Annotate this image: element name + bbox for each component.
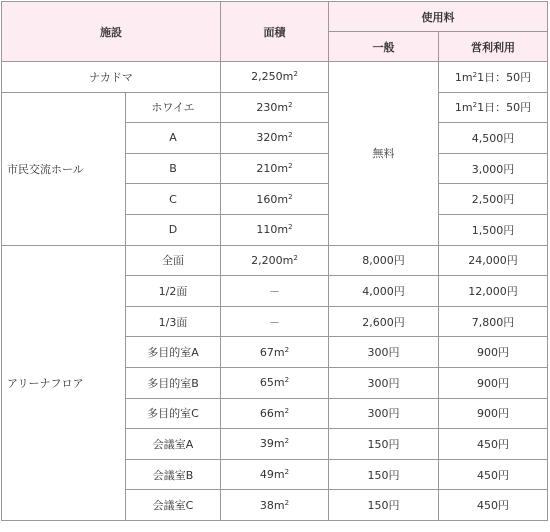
header-commercial: 営利利用 <box>439 32 548 62</box>
subfacility-name: C <box>126 184 221 215</box>
general-cell: 150円 <box>329 490 439 521</box>
table-row <box>2 245 548 276</box>
area-cell: $320m^2$ <box>221 123 329 154</box>
subfacility-name: 会議室A <box>126 429 221 460</box>
commercial-cell: 900円 <box>439 398 548 429</box>
subfacility-name: A <box>126 123 221 154</box>
area-cell: $39m^2$ <box>221 429 329 460</box>
area-cell: $210m^2$ <box>221 153 329 184</box>
area-cell: $38m^2$ <box>221 490 329 521</box>
subfacility-name: 多目的室B <box>126 367 221 398</box>
table-row <box>2 62 548 93</box>
header-facility: 施設 <box>2 2 221 62</box>
commercial-cell: 12,000円 <box>439 276 548 307</box>
subfacility-name: 会議室B <box>126 459 221 490</box>
subfacility-name: 会議室C <box>126 490 221 521</box>
area-cell: $2,250m^2$ <box>221 62 329 93</box>
area-cell: $66m^2$ <box>221 398 329 429</box>
fee-table <box>1 1 548 521</box>
commercial-cell: 24,000円 <box>439 245 548 276</box>
subfacility-name: 多目的室A <box>126 337 221 368</box>
area-cell: $65m^2$ <box>221 367 329 398</box>
general-cell: 300円 <box>329 367 439 398</box>
commercial-cell: 900円 <box>439 337 548 368</box>
general-cell: 150円 <box>329 429 439 460</box>
area-cell: － <box>221 306 329 337</box>
header-fee: 使用料 <box>329 2 548 32</box>
subfacility-name: B <box>126 153 221 184</box>
commercial-cell: $1m^21$日：50円 <box>439 92 548 123</box>
general-cell: 300円 <box>329 398 439 429</box>
table-row <box>2 92 548 123</box>
facility-group-arena: アリーナフロア <box>2 245 126 520</box>
facility-group-hall: 市民交流ホール <box>2 92 126 245</box>
commercial-cell: 450円 <box>439 429 548 460</box>
commercial-cell: 1,500円 <box>439 214 548 245</box>
commercial-cell: 450円 <box>439 490 548 521</box>
general-cell: 150円 <box>329 459 439 490</box>
area-cell: $110m^2$ <box>221 214 329 245</box>
free-cell: 無料 <box>329 62 439 246</box>
subfacility-name: 1/2面 <box>126 276 221 307</box>
general-cell: 2,600円 <box>329 306 439 337</box>
commercial-cell: 4,500円 <box>439 123 548 154</box>
commercial-cell: $1m^21$日：50円 <box>439 62 548 93</box>
general-cell: 300円 <box>329 337 439 368</box>
header-general: 一般 <box>329 32 439 62</box>
commercial-cell: 3,000円 <box>439 153 548 184</box>
general-cell: 8,000円 <box>329 245 439 276</box>
area-cell: $160m^2$ <box>221 184 329 215</box>
area-cell: $230m^2$ <box>221 92 329 123</box>
commercial-cell: 450円 <box>439 459 548 490</box>
commercial-cell: 900円 <box>439 367 548 398</box>
header-area: 面積 <box>221 2 329 62</box>
area-cell: $67m^2$ <box>221 337 329 368</box>
facility-name: ナカドマ <box>2 62 221 93</box>
commercial-cell: 2,500円 <box>439 184 548 215</box>
area-cell: $49m^2$ <box>221 459 329 490</box>
subfacility-name: D <box>126 214 221 245</box>
subfacility-name: 全面 <box>126 245 221 276</box>
area-cell: － <box>221 276 329 307</box>
subfacility-name: 多目的室C <box>126 398 221 429</box>
subfacility-name: ホワイエ <box>126 92 221 123</box>
subfacility-name: 1/3面 <box>126 306 221 337</box>
general-cell: 4,000円 <box>329 276 439 307</box>
commercial-cell: 7,800円 <box>439 306 548 337</box>
area-cell: $2,200m^2$ <box>221 245 329 276</box>
